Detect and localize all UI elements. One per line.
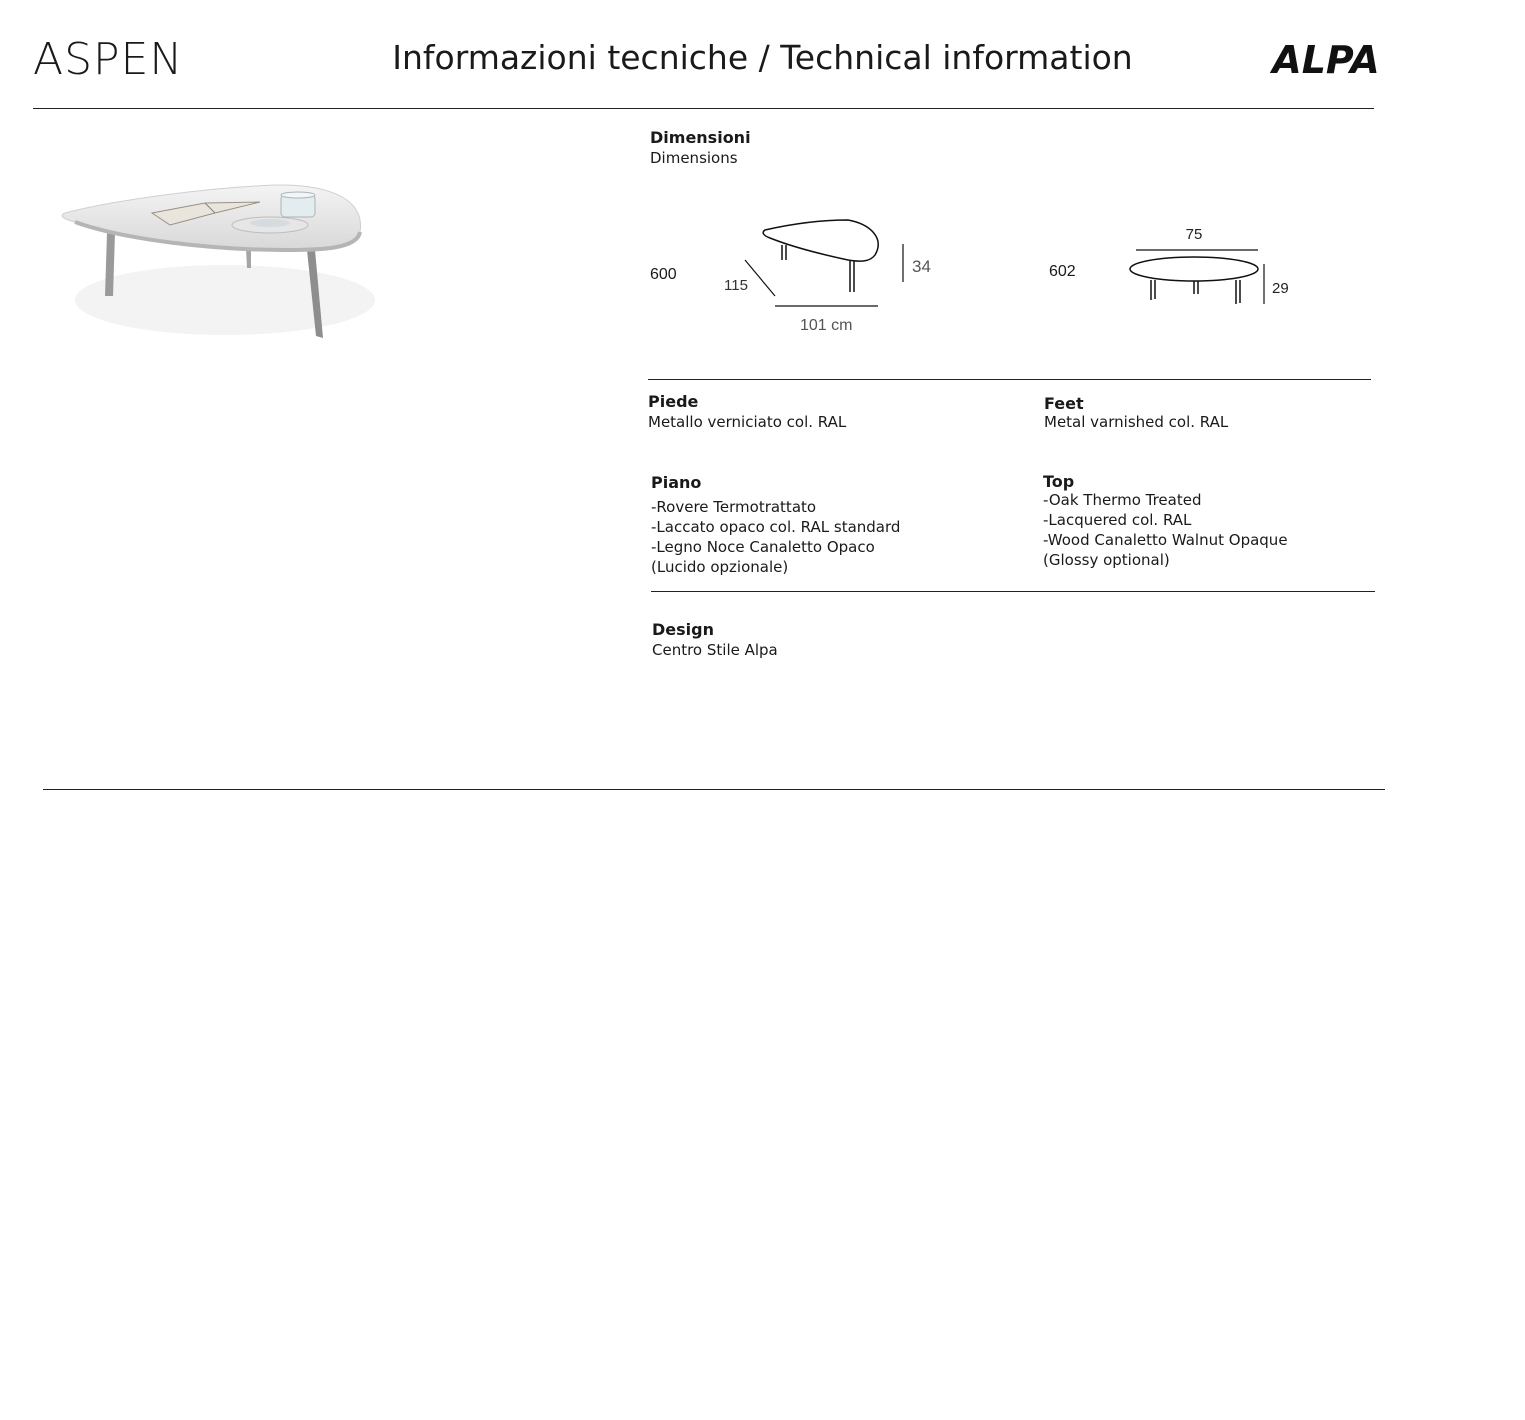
top-list-it — [651, 497, 900, 577]
top-heading-it: Piano — [651, 473, 702, 492]
top-item-it: -Legno Noce Canaletto Opaco — [651, 538, 875, 556]
top-item-en: -Lacquered col. RAL — [1043, 511, 1192, 529]
alpa-logo-text: ALPA — [1272, 38, 1380, 82]
model-code-602: 602 — [1049, 263, 1076, 280]
top-list-en — [1043, 490, 1288, 570]
design-heading: Design — [652, 620, 714, 639]
table-602-drawing-icon — [1120, 220, 1320, 315]
top-item-en: -Oak Thermo Treated — [1043, 491, 1202, 509]
page-title: Informazioni tecniche / Technical information — [392, 38, 1133, 77]
top-divider — [651, 591, 1375, 592]
dim-600-width: 101 cm — [800, 317, 853, 334]
model-code-600: 600 — [650, 266, 677, 283]
top-item-it: -Rovere Termotrattato — [651, 498, 817, 516]
feet-heading-en: Feet — [1044, 394, 1084, 413]
product-name: ASPEN — [33, 34, 184, 85]
top-item-it: -Laccato opaco col. RAL standard — [651, 518, 901, 536]
dim-600-height: 34 — [912, 257, 931, 276]
coffee-table-photo-icon — [55, 170, 375, 350]
alpa-logo — [1272, 38, 1380, 82]
footer-divider — [43, 789, 1385, 790]
dim-600-depth: 115 — [724, 277, 748, 294]
dim-602-height: 29 — [1272, 280, 1289, 297]
feet-heading-it: Piede — [648, 392, 699, 411]
dimensions-heading-it: Dimensioni — [650, 128, 751, 147]
top-item-en: (Glossy optional) — [1043, 551, 1170, 569]
design-text: Centro Stile Alpa — [652, 641, 778, 659]
dim-602-diameter: 75 — [1185, 226, 1203, 243]
feet-text-it: Metallo verniciato col. RAL — [648, 413, 847, 431]
top-item-en: -Wood Canaletto Walnut Opaque — [1043, 531, 1288, 549]
header-divider — [33, 108, 1374, 109]
top-item-it: (Lucido opzionale) — [651, 558, 789, 576]
table-600-drawing-icon — [720, 210, 960, 340]
dimensions-heading-en: Dimensions — [650, 149, 738, 167]
feet-text-en: Metal varnished col. RAL — [1044, 413, 1229, 431]
dimensions-divider — [648, 379, 1371, 380]
top-heading-en: Top — [1043, 472, 1075, 491]
